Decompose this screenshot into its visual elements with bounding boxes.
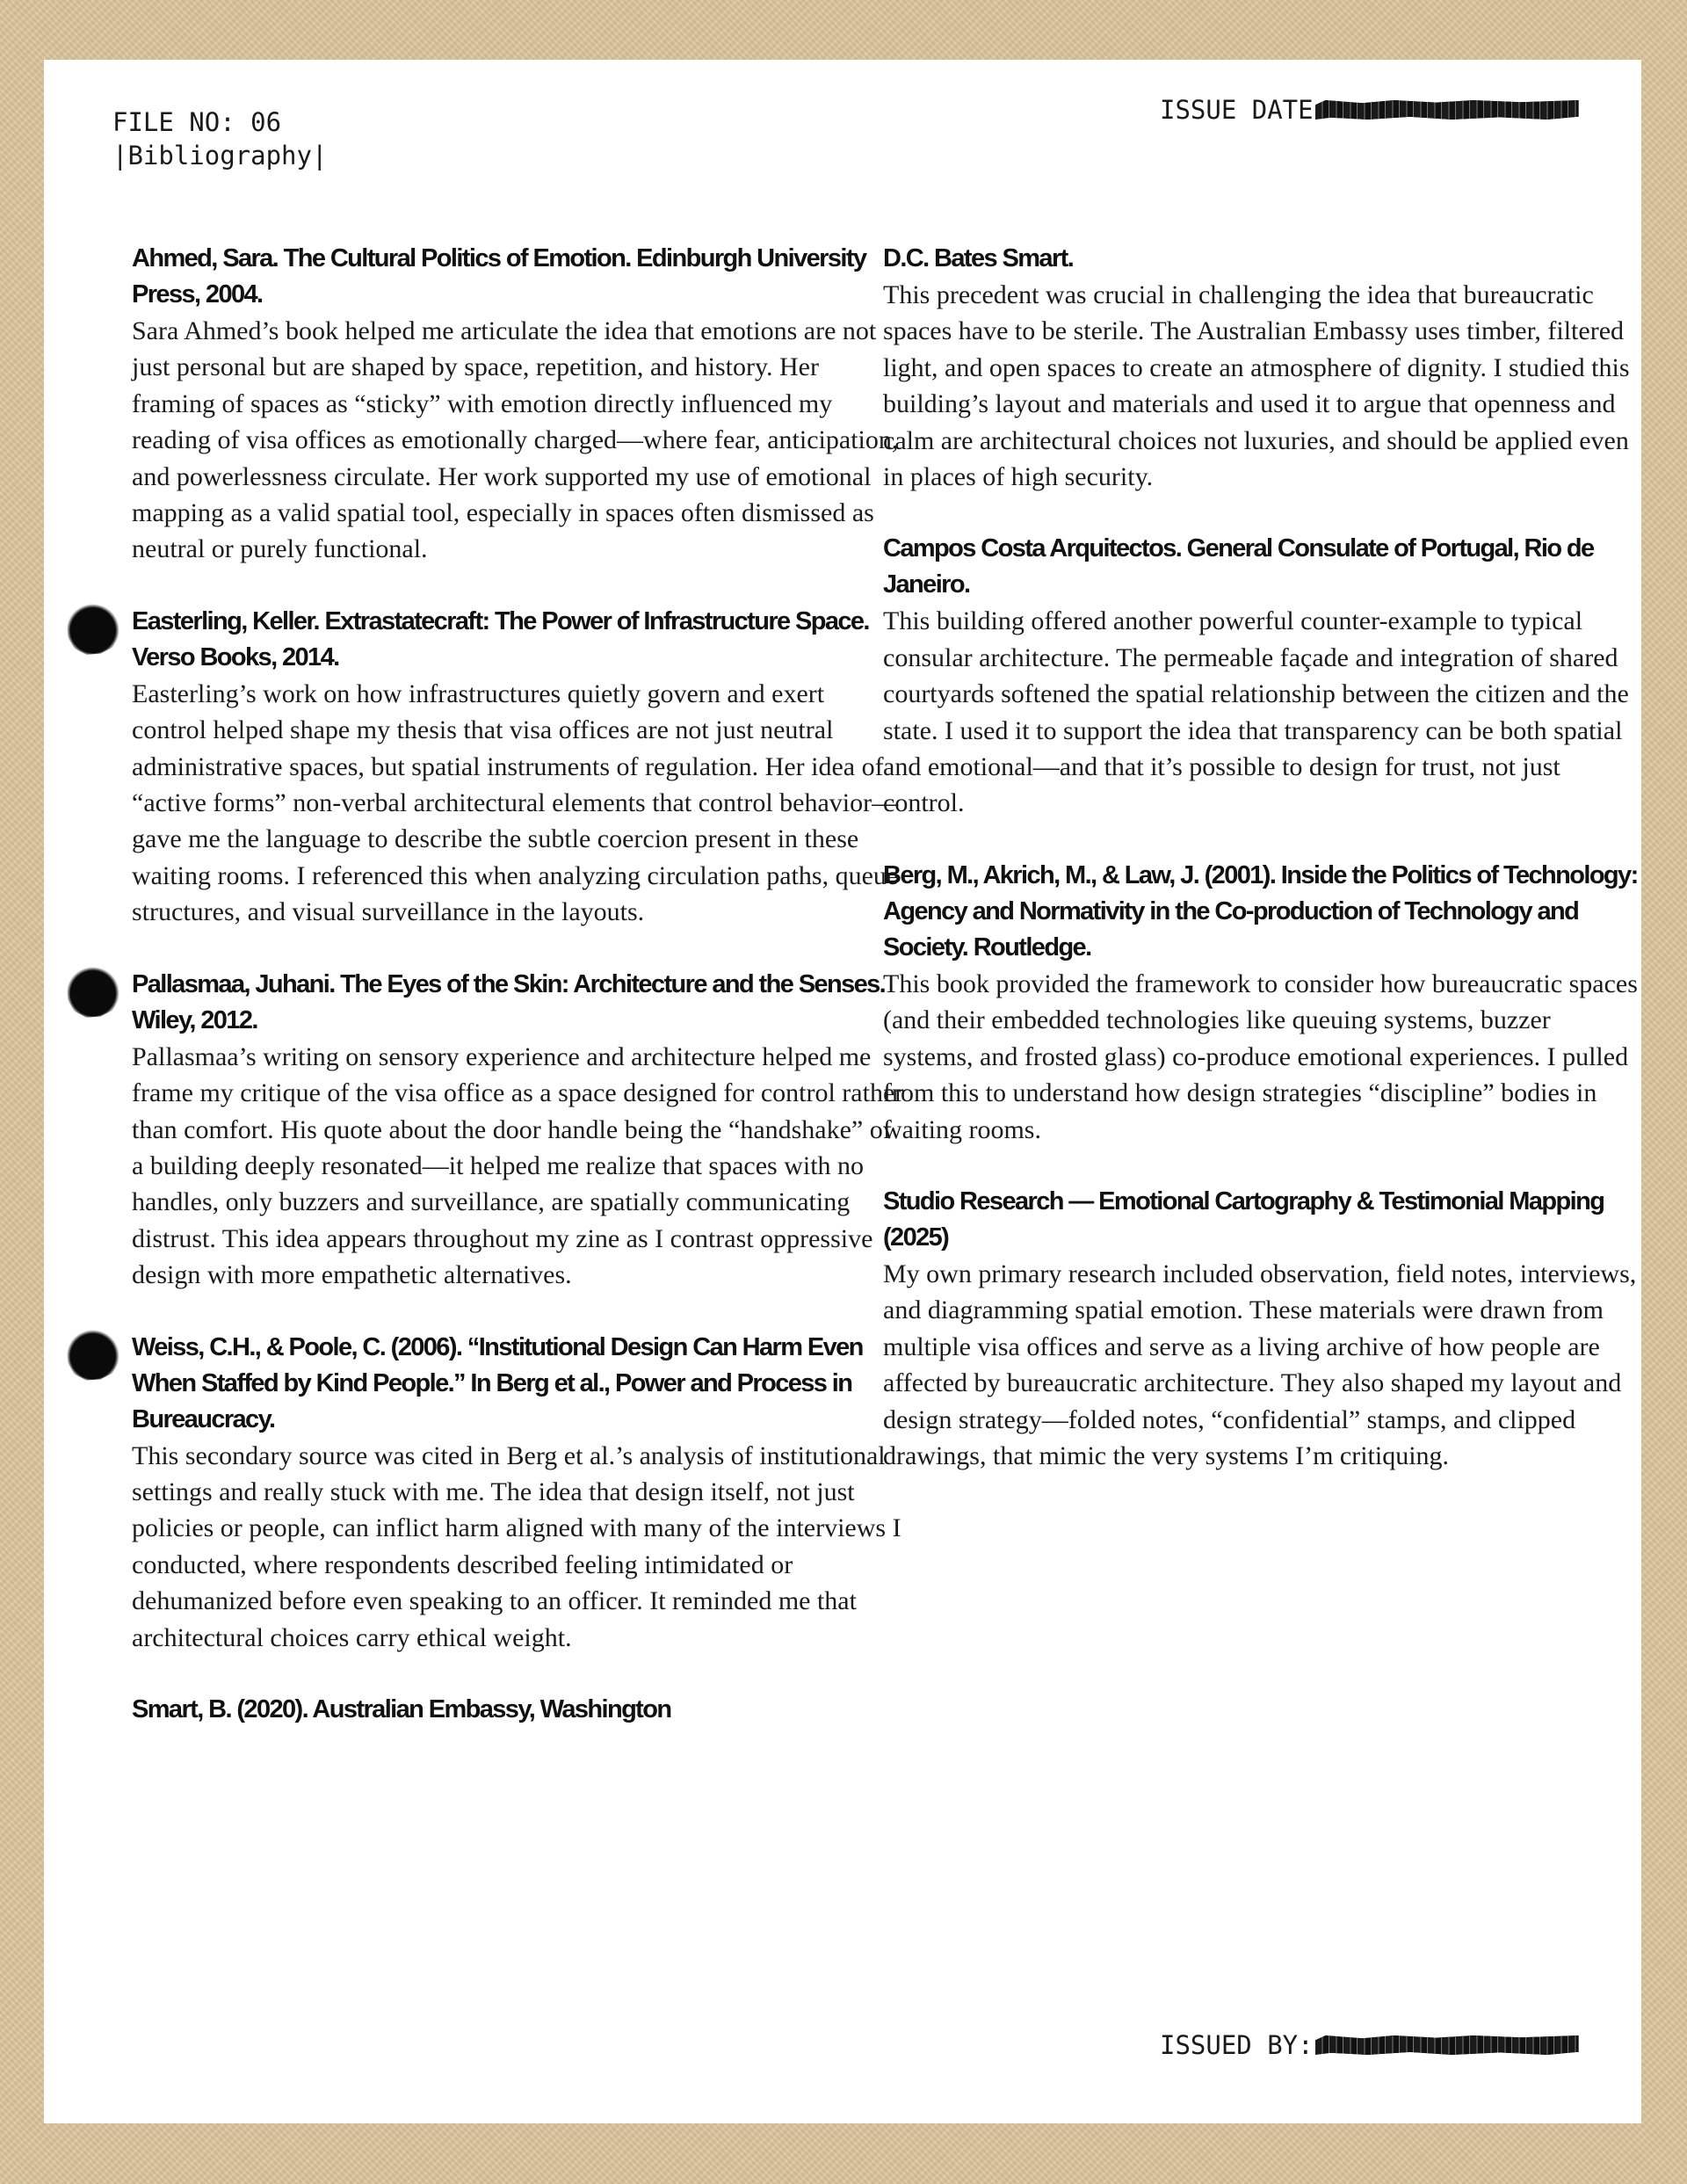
bibliography-entry <box>883 858 1639 1148</box>
bibliography-entry <box>132 967 905 1294</box>
entry-annotation: Sara Ahmed’s book helped me articulate the idea that emotions are not just personal but are shaped by space, repetition, and history. Her framing of spaces as “sticky” with emotion directly influenced my reading of visa offices as emotionally charged—where fear, anticipation, and powerlessness circulate. Her work supported my use of emotional mapping as a valid spatial tool, especially in spaces often dismissed as neutral or purely functional. <box>132 316 899 564</box>
entry-title: Campos Costa Arquitectos. General Consulate of Portugal, Rio de Janeiro. <box>883 534 1594 599</box>
entry-annotation: Easterling’s work on how infrastructures quietly govern and exert control helped shape my thesis that visa offices are not just neutral administrative spaces, but spatial instruments of regulation. Her idea of “active forms” non-verbal architectural elements that control behavior—gave me the language to describe the subtle coercion present in these waiting rooms. I referenced this when analyzing circulation paths, queue structures, and visual surveillance in the layouts. <box>132 678 899 927</box>
entry-title: Ahmed, Sara. The Cultural Politics of Emotion. Edinburgh University Press, 2004. <box>132 244 866 308</box>
entry-title: Easterling, Keller. Extrastatecraft: The Power of Infrastructure Space. Verso Books, 2014. <box>132 606 869 671</box>
entry-title: D.C. Bates Smart. <box>883 244 1074 272</box>
file-header <box>112 105 327 172</box>
entry-annotation: Pallasmaa’s writing on sensory experience and architecture helped me frame my critique of the visa office as a space designed for control rather than comfort. His quote about the door handle being the “handshake” of a building deeply resonated—it helped me realize that spaces with no handles, only buzzers and surveillance, are spatially communicating distrust. This idea appears throughout my zine as I contrast oppressive design with more empathetic alternatives. <box>132 1041 904 1290</box>
entry-title: Berg, M., Akrich, M., & Law, J. (2001). Inside the Politics of Technology: Agency and Normativity in the Co-production of Technology and Society. Routledge. <box>883 860 1638 961</box>
hole-punch-icon <box>67 967 121 1018</box>
bibliography-entry <box>883 531 1639 821</box>
right-column <box>883 241 1639 1510</box>
document-page <box>44 60 1641 2123</box>
entry-annotation: This precedent was crucial in challenging the idea that bureaucratic spaces have to be sterile. The Australian Embassy uses timber, filtered light, and open spaces to create an atmosphere of dignity. I studied this building’s layout and materials and used it to argue that openness and calm are architectural choices not luxuries, and should be applied even in places of high security. <box>883 280 1630 492</box>
section-label: |Bibliography| <box>112 141 328 171</box>
entry-annotation: This secondary source was cited in Berg et al.’s analysis of institutional settings and really stuck with me. The idea that design itself, not just policies or people, can inflict harm aligned with many of the interviews I conducted, where respondents described feeling intimidated or dehumanized before even speaking to an officer. It reminded me that architectural choices carry ethical weight. <box>132 1440 901 1652</box>
issued-by <box>1160 2028 1579 2062</box>
entry-title: Weiss, C.H., & Poole, C. (2006). “Institutional Design Can Harm Even When Staffed by Kind People.” In Berg et al., Power and Process in Bureaucracy. <box>132 1332 863 1433</box>
redaction-bar <box>1315 100 1579 120</box>
entry-annotation: This building offered another powerful counter-example to typical consular architecture. The permeable façade and integration of shared courtyards softened the spatial relationship between the citizen and the state. I used it to support the idea that transparency can be both spatial and emotional—and that it’s possible to design for trust, not just control. <box>883 606 1629 818</box>
entry-title: Smart, B. (2020). Australian Embassy, Washington <box>132 1694 671 1723</box>
left-column <box>132 241 905 1764</box>
issue-date-label: ISSUE DATE <box>1160 95 1314 125</box>
bibliography-entry <box>132 1330 905 1656</box>
bibliography-entry <box>883 1184 1639 1474</box>
entry-title: Pallasmaa, Juhani. The Eyes of the Skin: Architecture and the Senses. Wiley, 2012. <box>132 969 886 1034</box>
hole-punch-icon <box>67 1330 121 1381</box>
issued-by-label: ISSUED BY: <box>1160 2030 1314 2060</box>
redaction-bar <box>1315 2035 1579 2055</box>
bibliography-entry <box>132 1692 905 1728</box>
entry-annotation: This book provided the framework to consider how bureaucratic spaces (and their embedded technologies like queuing systems, buzzer systems, and frosted glass) co-produce emotional experiences. I pulled from this to understand how design strategies “discipline” bodies in waiting rooms. <box>883 969 1638 1144</box>
file-number: FILE NO: 06 <box>112 107 282 137</box>
entry-annotation: My own primary research included observation, field notes, interviews, and diagramming spatial emotion. These materials were drawn from multiple visa offices and serve as a living archive of how people are affected by bureaucratic architecture. They also shaped my layout and design strategy—folded notes, “confidential” stamps, and clipped drawings, that mimic the very systems I’m critiquing. <box>883 1259 1637 1470</box>
entry-title: Studio Research — Emotional Cartography & Testimonial Mapping (2025) <box>883 1186 1604 1252</box>
hole-punch-icon <box>67 604 121 655</box>
issue-date <box>1160 93 1579 127</box>
bibliography-entry <box>132 604 905 931</box>
bibliography-entry <box>883 241 1639 495</box>
bibliography-entry <box>132 241 905 568</box>
